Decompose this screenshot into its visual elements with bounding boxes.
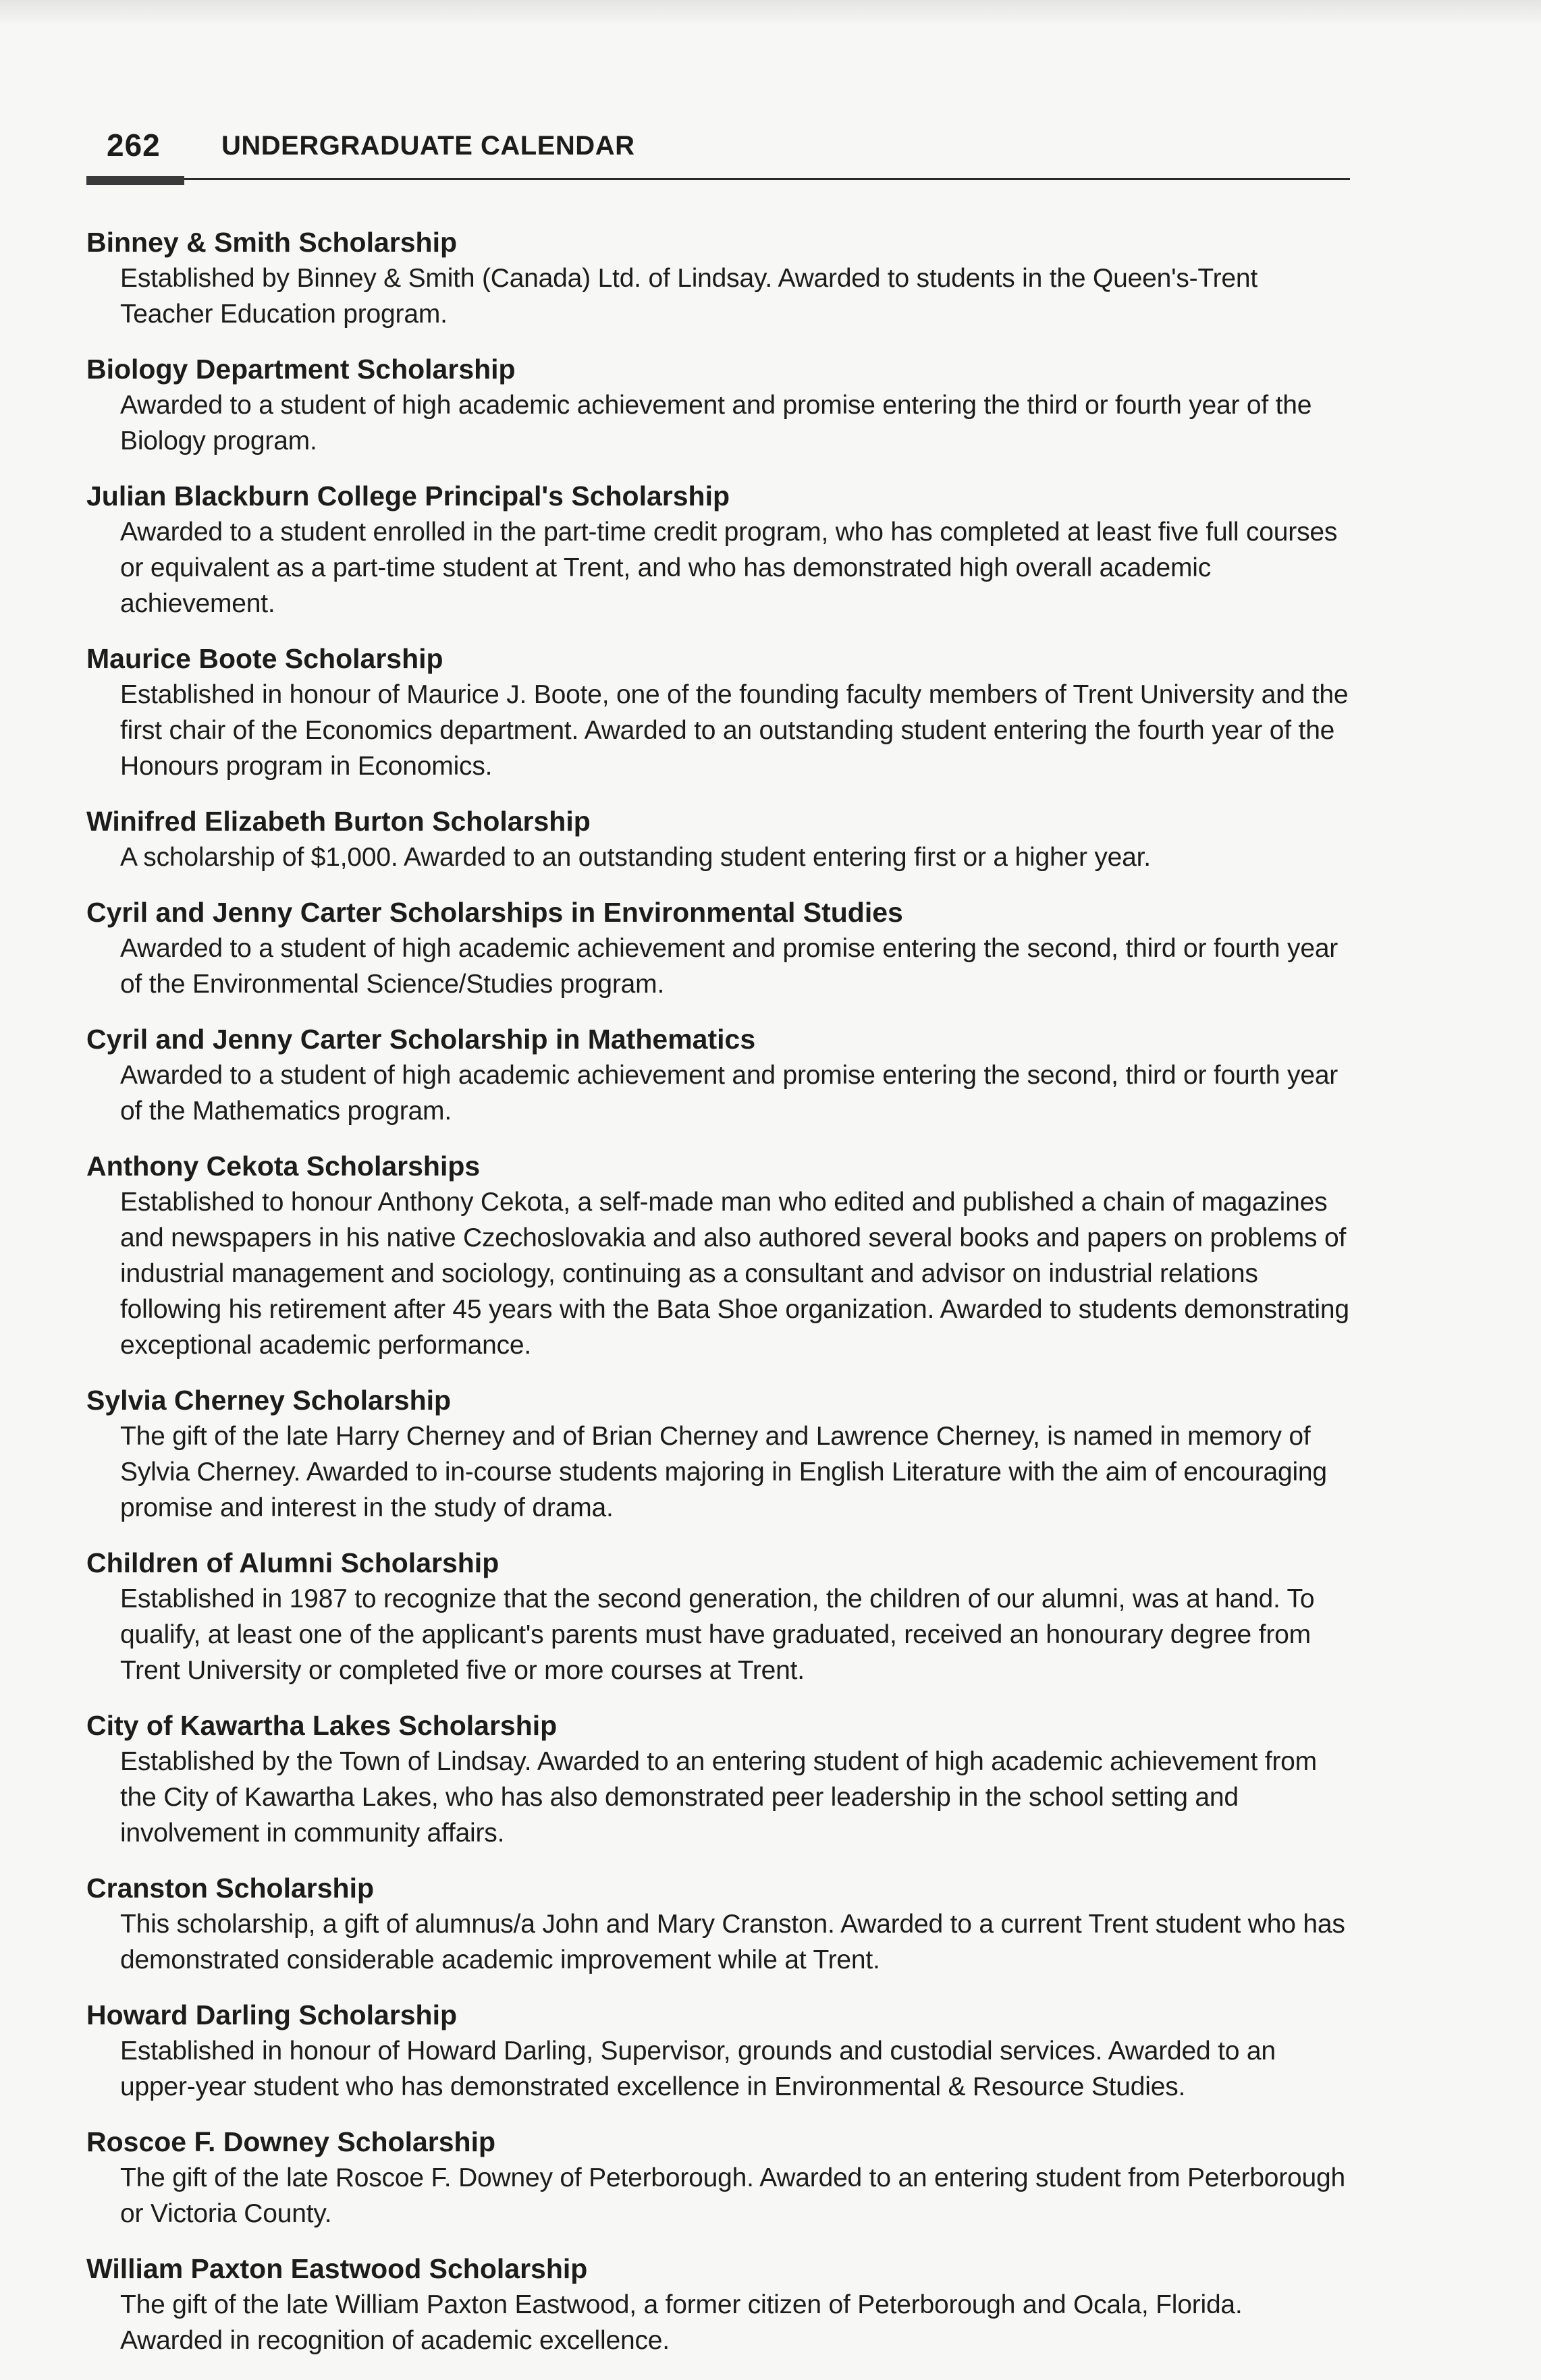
scholarship-entry [86,351,1350,459]
scholarship-title: Maurice Boote Scholarship [86,643,443,674]
scholarship-title: Sylvia Cherney Scholarship [86,1385,452,1416]
page-header [86,121,1350,169]
scholarship-description: Established in 1987 to recognize that the second generation, the children of our alumni, was at hand. To qualify, at least one of the applicant's parents must have graduated, received an honourary degree from Trent University or completed five or more courses at Trent. [120,1584,1315,1685]
scholarship-entry [86,478,1350,621]
header-rule-accent [86,176,184,185]
scholarship-description: Established by Binney & Smith (Canada) Ltd. of Lindsay. Awarded to students in the Queen's-Trent Teacher Education program. [120,264,1258,329]
scholarship-entry [86,803,1350,875]
scholarship-description: Established in honour of Howard Darling, Supervisor, grounds and custodial services. Awarded to an upper-year student who has demonstrated excellence in Environmental & Resource Studies. [120,2037,1276,2101]
scholarship-description: Awarded to a student of high academic achievement and promise entering the second, third or fourth year of the Mathematics program. [120,1061,1339,1126]
scholarship-description: Awarded to a student of high academic achievement and promise entering the second, third or fourth year of the Environmental Science/Studies program. [120,934,1339,999]
scholarship-description: The gift of the late Harry Cherney and of Brian Cherney and Lawrence Cherney, is named in memory of Sylvia Cherney. Awarded to in-course students majoring in English Literature with the aim of encouraging promise and interest in the study of drama. [120,1422,1327,1522]
scholarship-list [86,224,1350,2377]
scholarship-entry [86,1148,1350,1363]
scholarship-description: The gift of the late William Paxton Eastwood, a former citizen of Peterborough and Ocala, Florida. Awarded in recognition of academic excellence. [120,2290,1243,2355]
scholarship-title: Biology Department Scholarship [86,354,516,385]
page-number: 262 [107,128,161,163]
running-title: UNDERGRADUATE CALENDAR [221,131,635,161]
scholarship-entry [86,1382,1350,1526]
scholarship-entry [86,1707,1350,1851]
scholarship-description: Established in honour of Maurice J. Boote, one of the founding faculty members of Trent University and the first chair of the Economics department. Awarded to an outstanding student entering the fourth year of the Honours program in Economics. [120,680,1349,781]
scan-edge [0,0,1541,26]
scholarship-title: Cranston Scholarship [86,1873,375,1904]
header-rule [86,178,1350,180]
scholarship-entry [86,2250,1350,2358]
scholarship-title: City of Kawartha Lakes Scholarship [86,1710,558,1741]
scholarship-entry [86,1997,1350,2105]
scholarship-title: Anthony Cekota Scholarships [86,1151,481,1182]
scholarship-title: Roscoe F. Downey Scholarship [86,2126,496,2157]
scholarship-entry [86,2124,1350,2232]
scholarship-description: The gift of the late Roscoe F. Downey of Peterborough. Awarded to an entering student from Peterborough or Victoria County. [120,2163,1345,2228]
scholarship-entry [86,1021,1350,1129]
scholarship-title: Winifred Elizabeth Burton Scholarship [86,806,591,837]
scholarship-title: Cyril and Jenny Carter Scholarship in Mathematics [86,1024,756,1055]
scholarship-description: A scholarship of $1,000. Awarded to an outstanding student entering first or a higher year. [120,843,1151,872]
scholarship-entry [86,224,1350,332]
scholarship-entry [86,1870,1350,1978]
scholarship-description: Awarded to a student enrolled in the part-time credit program, who has completed at least five full courses or equivalent as a part-time student at Trent, and who has demonstrated high overall academic achievement. [120,518,1338,618]
scholarship-title: William Paxton Eastwood Scholarship [86,2253,588,2284]
scholarship-entry [86,894,1350,1002]
scholarship-title: Cyril and Jenny Carter Scholarships in Environmental Studies [86,897,903,928]
scholarship-title: Children of Alumni Scholarship [86,1547,499,1578]
scholarship-description: Established to honour Anthony Cekota, a self-made man who edited and published a chain of magazines and newspapers in his native Czechoslovakia and also authored several books and papers on problems of industrial management and sociology, continuing as a consultant and advisor on industrial relations following his retirement after 45 years with the Bata Shoe organization. Awarded to students demonstrating exceptional academic performance. [120,1188,1349,1360]
scholarship-entry [86,1545,1350,1688]
scholarship-description: This scholarship, a gift of alumnus/a John and Mary Cranston. Awarded to a current Trent student who has demonstrated considerable academic improvement while at Trent. [120,1910,1345,1974]
scholarship-description: Established by the Town of Lindsay. Awarded to an entering student of high academic achievement from the City of Kawartha Lakes, who has also demonstrated peer leadership in the school setting and involvement in community affairs. [120,1747,1317,1848]
scholarship-entry [86,640,1350,784]
scholarship-title: Julian Blackburn College Principal's Scholarship [86,480,730,511]
scholarship-description: Awarded to a student of high academic achievement and promise entering the third or fourth year of the Biology program. [120,391,1312,455]
calendar-page [86,121,1350,2355]
scholarship-title: Binney & Smith Scholarship [86,227,458,258]
scholarship-title: Howard Darling Scholarship [86,1999,458,2030]
